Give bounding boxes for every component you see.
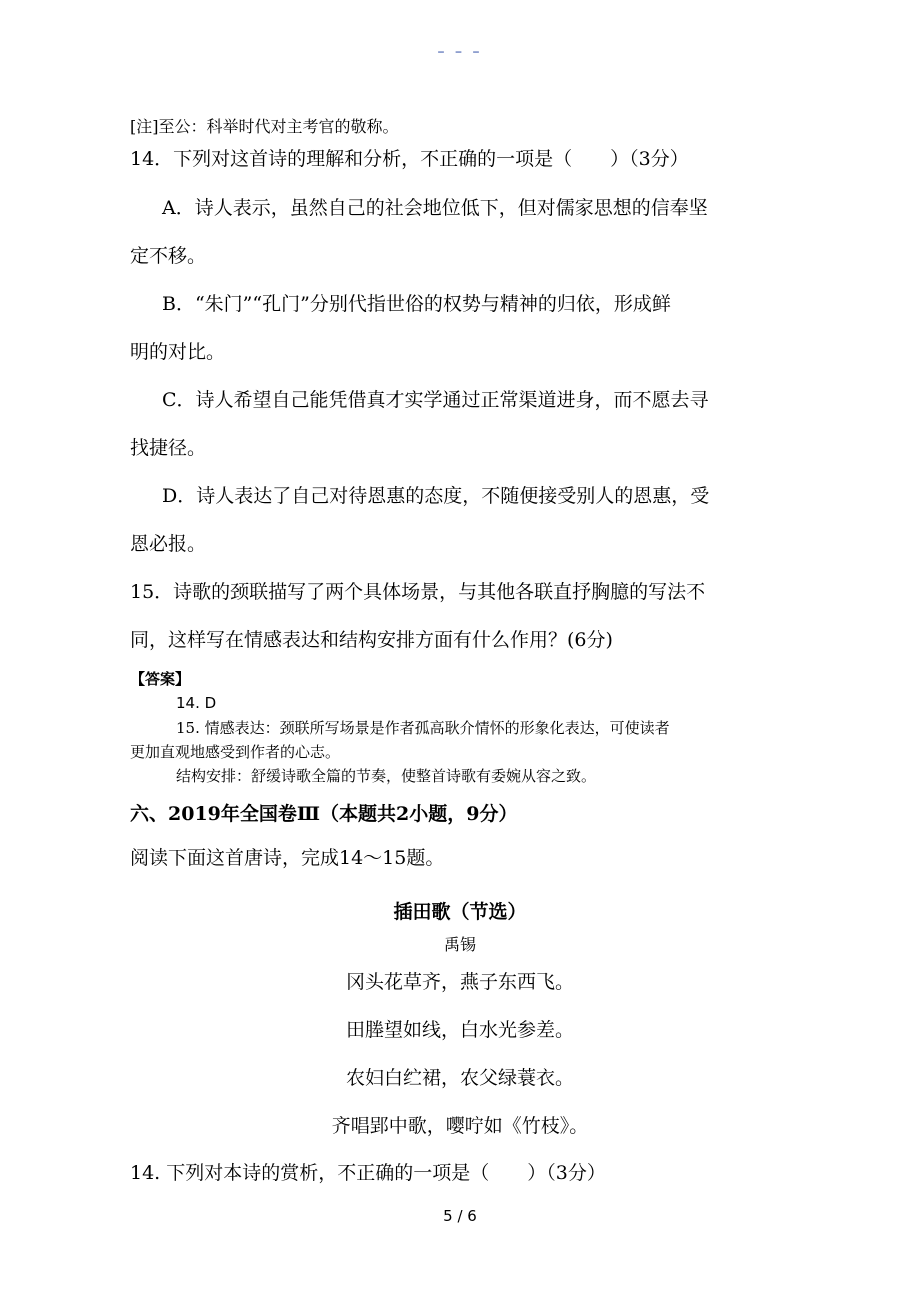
poem-line: 田塍望如线，白水光参差。: [345, 1019, 574, 1041]
poem-author: 禹锡: [443, 935, 476, 954]
option-a-line2: 定不移。: [130, 245, 207, 267]
poem-line: 农妇白纻裙，农父绿蓑衣。: [345, 1067, 574, 1089]
option-d-line1: D．诗人表达了自己对待恩惠的态度，不随便接受别人的恩惠，受: [162, 485, 710, 507]
option-b-line2: 明的对比。: [130, 341, 226, 363]
question-14-stem: 14．下列对这首诗的理解和分析，不正确的一项是（ ）（3分）: [130, 148, 689, 170]
section-instruction: 阅读下面这首唐诗，完成14～15题。: [130, 847, 445, 869]
answer-heading: 【答案】: [130, 670, 191, 688]
poem-line: 冈头花草齐，燕子东西飞。: [345, 971, 574, 993]
question-15-line2: 同，这样写在情感表达和结构安排方面有什么作用？(6分): [130, 629, 613, 651]
option-c-line2: 找捷径。: [130, 437, 207, 459]
option-c-line1: C．诗人希望自己能凭借真才实学通过正常渠道进身，而不愿去寻: [162, 389, 709, 411]
answer-14: 14. D: [176, 694, 217, 712]
option-d-line2: 恩必报。: [130, 533, 207, 555]
option-a-line1: A．诗人表示，虽然自己的社会地位低下，但对儒家思想的信奉坚: [162, 197, 708, 219]
answer-15-line3: 结构安排：舒缓诗歌全篇的节奏，使整首诗歌有委婉从容之致。: [176, 767, 597, 785]
poem-line: 齐唱郢中歌，嘤咛如《竹枝》。: [331, 1115, 589, 1137]
poem-title: 插田歌（节选）: [393, 901, 527, 923]
header-mark: – – –: [437, 44, 483, 60]
page-number: 5 / 6: [443, 1207, 477, 1225]
question-14-stem-second: 14. 下列对本诗的赏析，不正确的一项是（ ）（3分）: [130, 1162, 606, 1184]
answer-15-line2: 更加直观地感受到作者的心志。: [130, 743, 341, 761]
annotation-note: [注]至公：科举时代对主考官的敬称。: [130, 117, 399, 136]
answer-15-line1: 15. 情感表达：颈联所写场景是作者孤高耿介情怀的形象化表达，可使读者: [176, 719, 670, 737]
question-15-line1: 15．诗歌的颈联描写了两个具体场景，与其他各联直抒胸臆的写法不: [130, 581, 706, 603]
option-b-line1: B．“朱门”“孔门”分别代指世俗的权势与精神的归依，形成鲜: [162, 293, 671, 315]
section-title: 六、2019年全国卷Ⅲ（本题共2小题，9分）: [130, 803, 518, 825]
